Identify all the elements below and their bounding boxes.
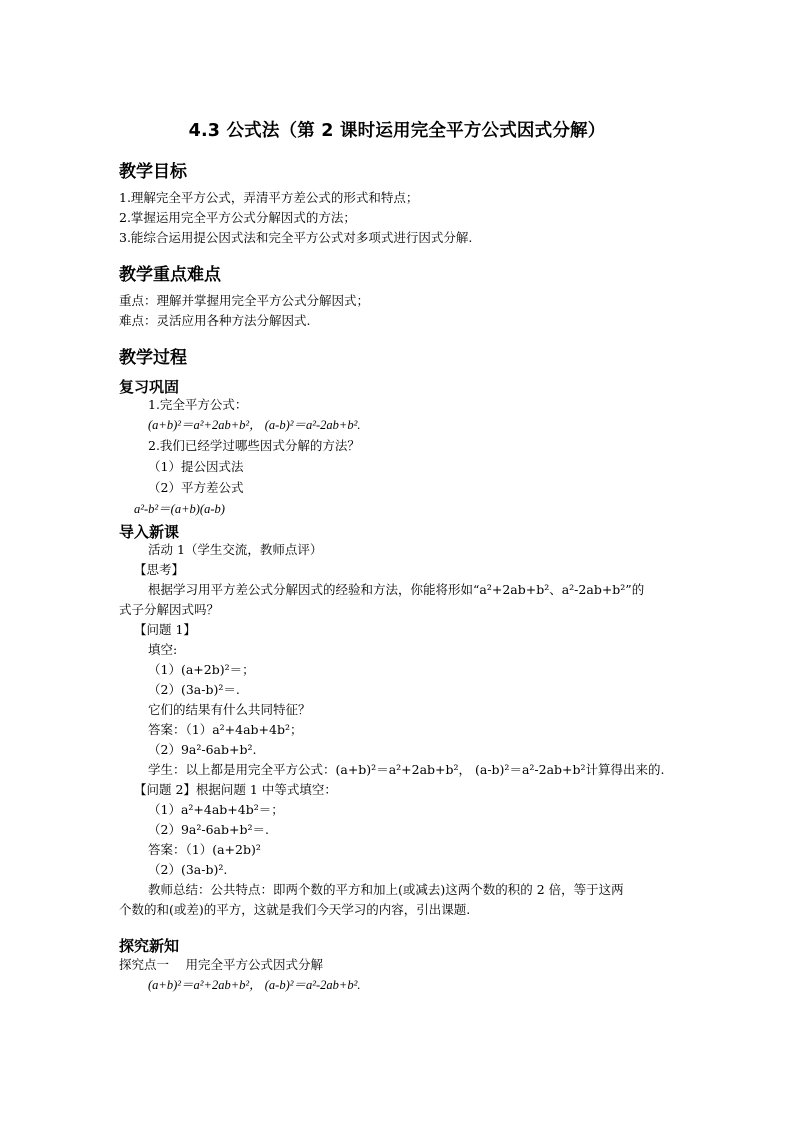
intro-line: 它们的结果有什么共同特征？ — [148, 702, 311, 717]
intro-line: 答案：（1）(a+2b)² — [148, 842, 261, 857]
key-point-item: 重点：理解并掌握用完全平方公式分解因式； — [119, 293, 370, 308]
review-formula: (a+b)²＝a²+2ab+b²， (a-b)²＝a²-2ab+b². — [148, 418, 361, 432]
review-line: 1.完全平方公式： — [148, 397, 248, 412]
intro-line: （2）9a²-6ab+b²＝. — [148, 822, 269, 837]
intro-line: 答案：（1）a²+4ab+4b²； — [148, 722, 303, 737]
intro-line: 【思考】 — [134, 562, 185, 577]
goal-item: 3.能综合运用提公因式法和完全平方公式对多项式进行因式分解. — [119, 230, 473, 245]
intro-line: 学生：以上都是用完全平方公式：(a+b)²＝a²+2ab+b²， (a-b)²＝a²-2ab+b²计算得出来的. — [148, 762, 665, 777]
review-line: （1）提公因式法 — [148, 459, 244, 474]
explore-heading: 探究新知 — [119, 937, 180, 955]
intro-line: 根据学习用平方差公式分解因式的经验和方法，你能将形如“a²+2ab+b²、a²-2ab+b²”的 — [148, 582, 645, 597]
review-line: （2）平方差公式 — [148, 480, 244, 495]
intro-line: （2）9a²-6ab+b². — [148, 742, 257, 757]
review-heading: 复习巩固 — [119, 378, 180, 396]
intro-line: （2）(3a-b)². — [148, 862, 228, 877]
intro-line: 式子分解因式吗？ — [119, 602, 220, 617]
intro-line: （1）a²+4ab+4b²＝； — [148, 802, 284, 817]
process-heading: 教学过程 — [119, 348, 187, 368]
review-formula: a²-b²＝(a+b)(a-b) — [134, 502, 225, 516]
page-title: 4.3 公式法（第 2 课时运用完全平方公式因式分解） — [188, 121, 606, 141]
goals-heading: 教学目标 — [119, 162, 187, 182]
intro-line: 教师总结：公共特点：即两个数的平方和加上(或减去)这两个数的积的 2 倍，等于这两 — [148, 882, 624, 897]
intro-line: （1）(a+2b)²＝； — [148, 662, 255, 677]
explore-formula: (a+b)²＝a²+2ab+b²， (a-b)²＝a²-2ab+b². — [148, 978, 361, 992]
intro-line: 填空: — [148, 642, 178, 657]
goal-item: 1.理解完全平方公式，弄清平方差公式的形式和特点； — [119, 190, 419, 205]
explore-line: 探究点一 用完全平方公式因式分解 — [119, 957, 323, 972]
intro-line: 【问题 2】根据问题 1 中等式填空： — [134, 782, 337, 797]
intro-line: 活动 1（学生交流，教师点评） — [148, 542, 323, 557]
key-points-heading: 教学重点难点 — [119, 265, 221, 285]
goal-item: 2.掌握运用完全平方公式分解因式的方法； — [119, 210, 356, 225]
intro-line: 个数的和(或差)的平方，这就是我们今天学习的内容，引出课题. — [119, 902, 471, 917]
review-line: 2.我们已经学过哪些因式分解的方法？ — [148, 438, 360, 453]
intro-line: （2）(3a-b)²＝. — [148, 682, 240, 697]
intro-line: 【问题 1】 — [134, 622, 196, 637]
intro-heading: 导入新课 — [119, 523, 180, 541]
key-point-item: 难点：灵活应用各种方法分解因式. — [119, 313, 311, 328]
